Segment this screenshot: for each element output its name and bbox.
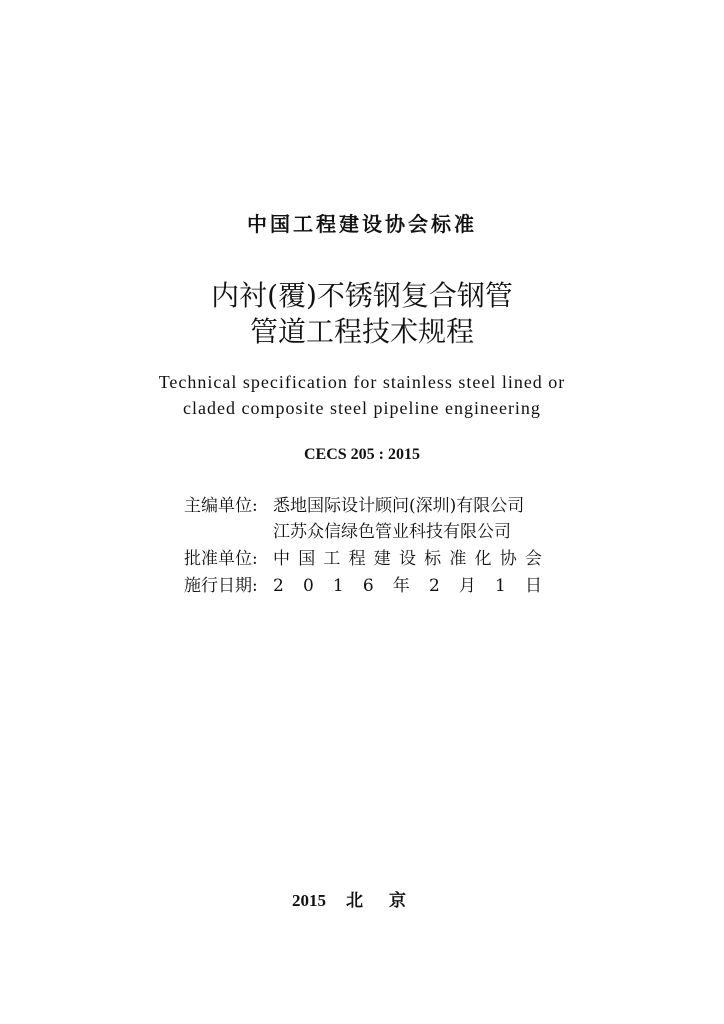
standard-series-title: 中国工程建设协会标准 xyxy=(247,212,477,236)
publication-city: 北京 xyxy=(346,891,432,910)
effective-date-row xyxy=(184,574,564,598)
chief-editor-label: 主编单位: xyxy=(184,496,258,516)
english-title-line-2: claded composite steel pipeline engineering xyxy=(183,398,541,418)
chief-editor-row-1 xyxy=(184,494,564,518)
effective-date-value: 2 0 1 6 年 2 月 1 日 xyxy=(273,576,542,596)
english-title-line-1: Technical specification for stainless steel lined or xyxy=(158,372,566,392)
publication-year: 2015 xyxy=(292,891,326,910)
publication-footer xyxy=(0,886,724,911)
standard-code: CECS 205 : 2015 xyxy=(303,446,420,463)
effective-date-label: 施行日期: xyxy=(184,576,258,596)
chinese-title-line-1: 内衬(覆)不锈钢复合钢管 xyxy=(211,279,513,312)
approver-row xyxy=(184,547,564,571)
chief-editor-org-2: 江苏众信绿色管业科技有限公司 xyxy=(273,522,511,542)
approver-org: 中 国 工 程 建 设 标 准 化 协 会 xyxy=(273,549,542,569)
chinese-title-line-2: 管道工程技术规程 xyxy=(249,315,474,348)
chief-editor-row-2 xyxy=(184,520,564,544)
approver-label: 批准单位: xyxy=(184,549,258,569)
chief-editor-org-1: 悉地国际设计顾问(深圳)有限公司 xyxy=(273,496,525,516)
